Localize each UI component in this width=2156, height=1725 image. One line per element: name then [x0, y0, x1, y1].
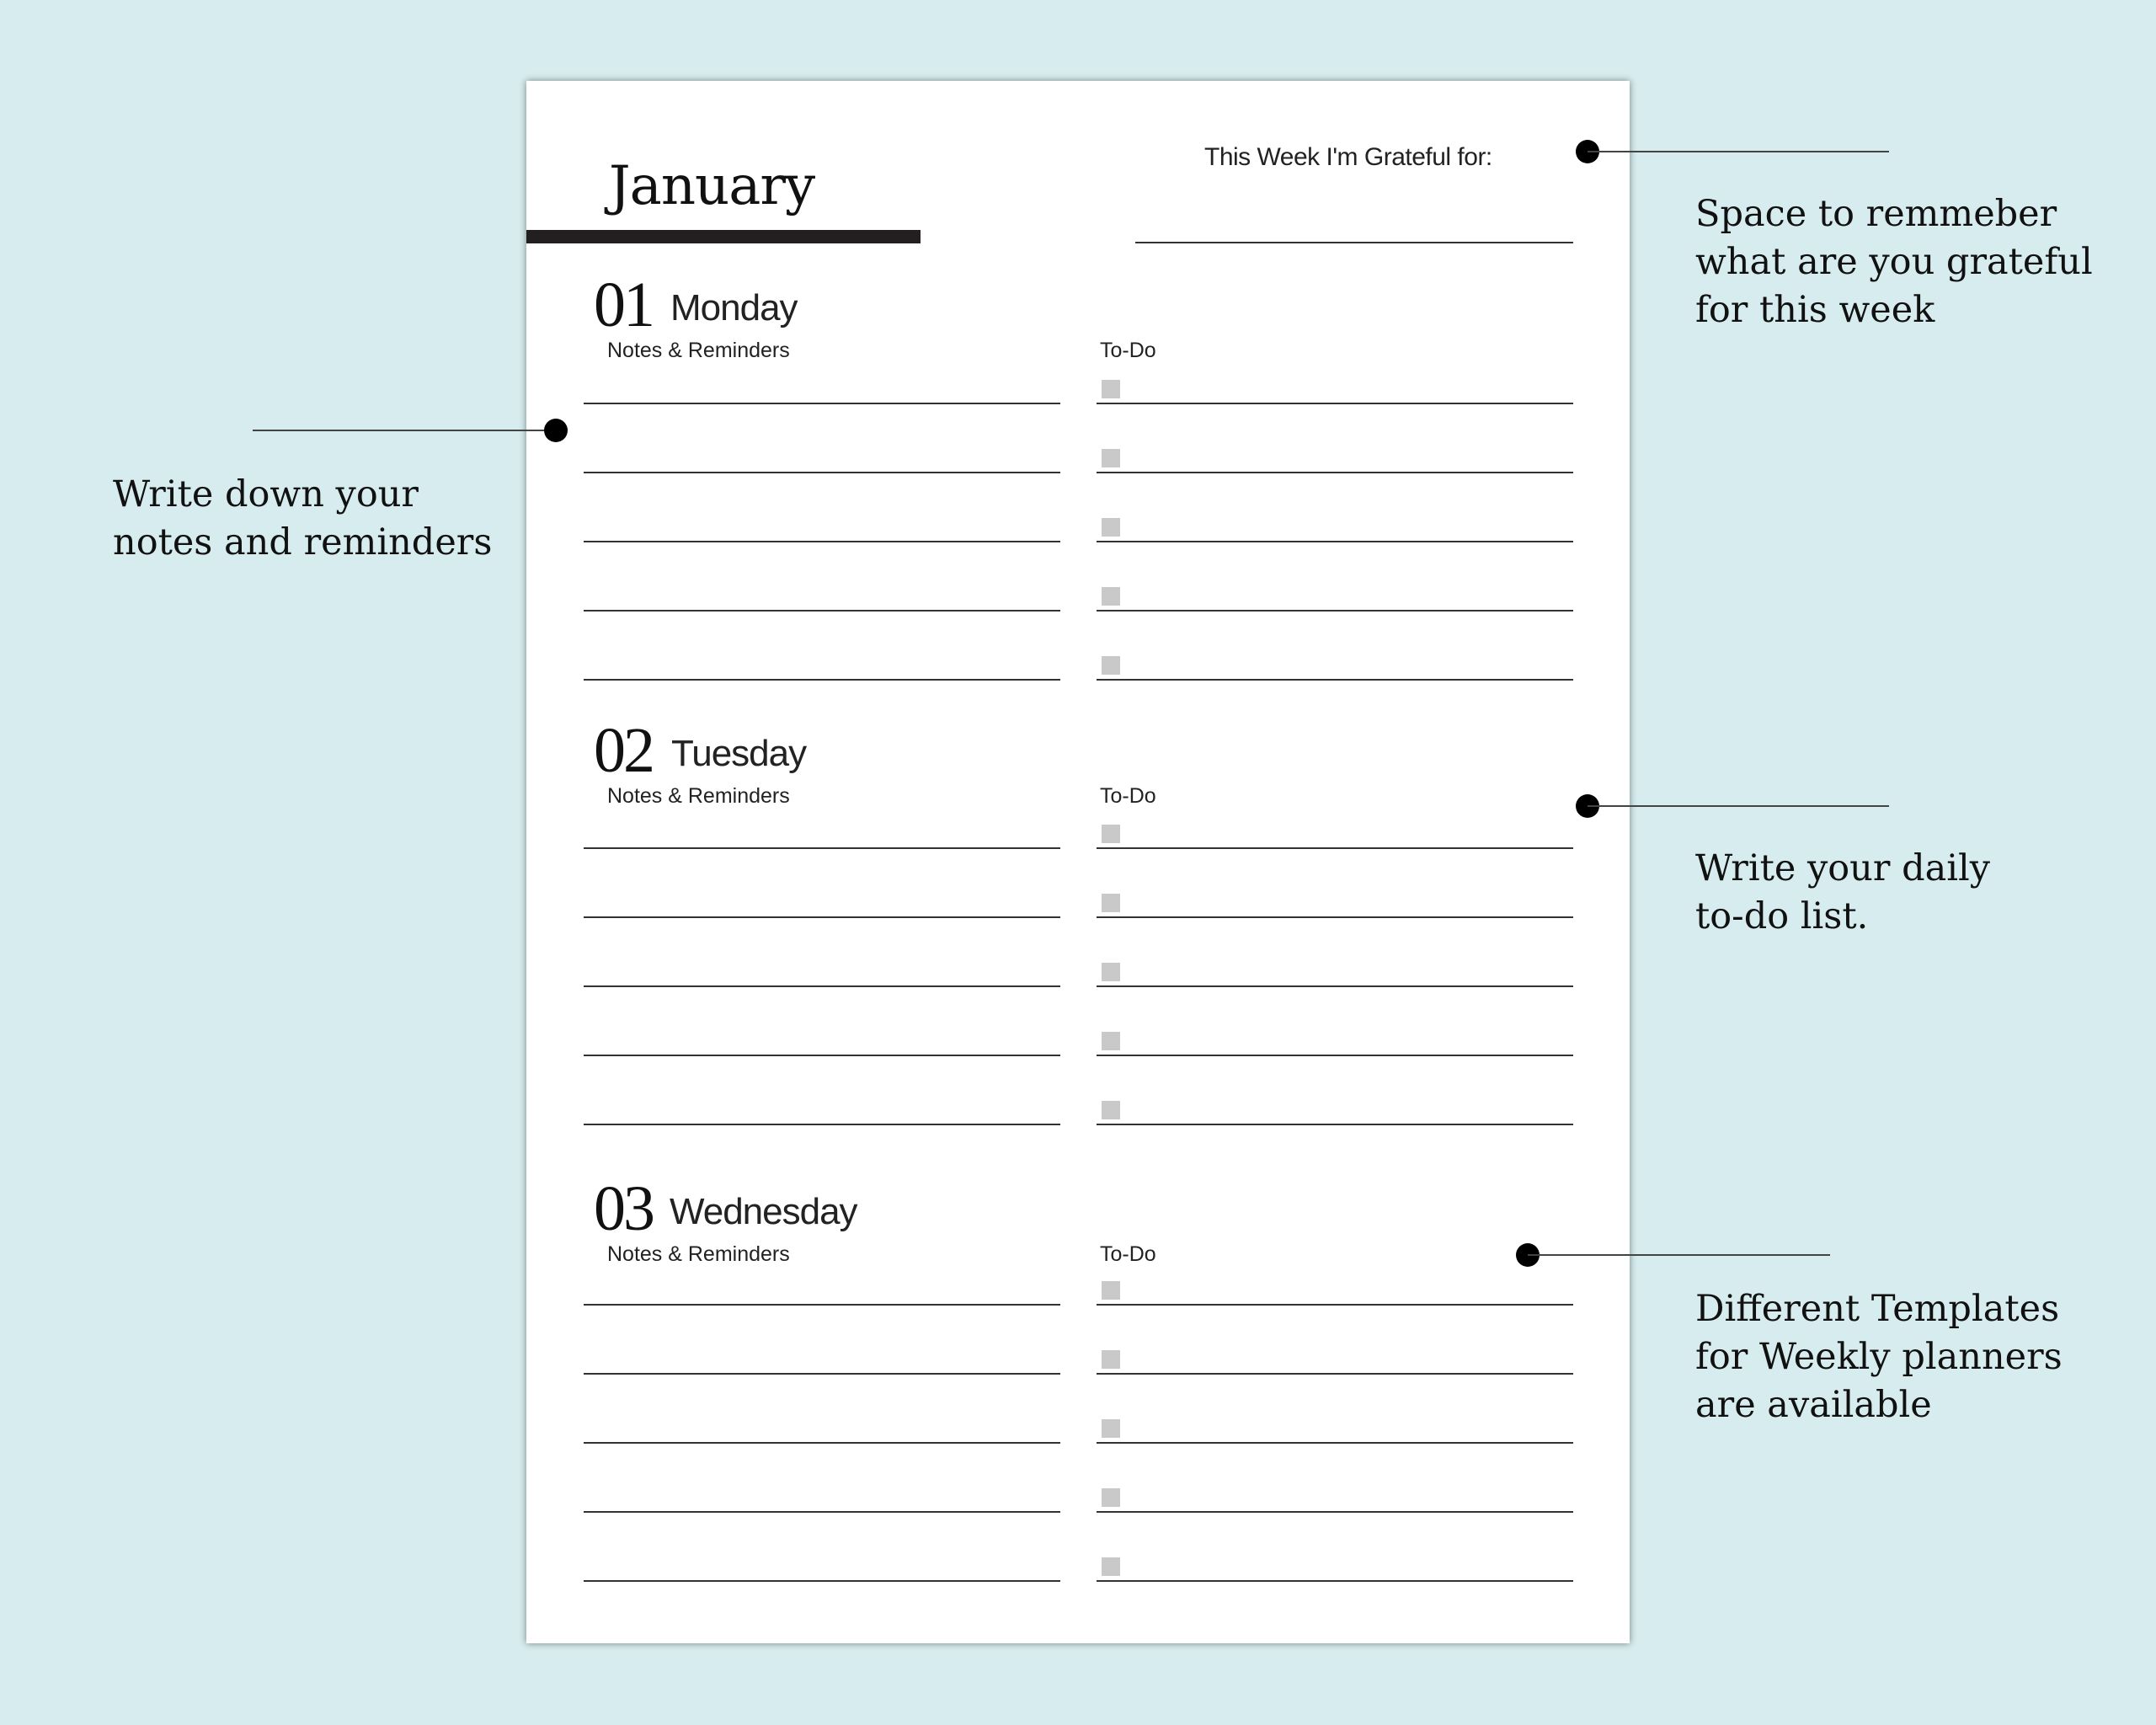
- todo-checkbox[interactable]: [1102, 825, 1120, 843]
- notes-line[interactable]: [584, 916, 1060, 918]
- todo-line[interactable]: [1097, 679, 1573, 681]
- day-number: 02: [594, 715, 653, 786]
- callout-line: are available: [1695, 1384, 1932, 1426]
- day-name: Tuesday: [671, 733, 807, 774]
- notes-label: Notes & Reminders: [607, 784, 790, 808]
- callout-line: notes and reminders: [113, 521, 493, 563]
- todo-checkbox[interactable]: [1102, 587, 1120, 606]
- notes-line[interactable]: [584, 1511, 1060, 1513]
- callout-line: Space to remmeber: [1695, 193, 2057, 235]
- todo-line[interactable]: [1097, 610, 1573, 611]
- notes-line[interactable]: [584, 1373, 1060, 1375]
- notes-line[interactable]: [584, 610, 1060, 611]
- todo-checkbox[interactable]: [1102, 380, 1120, 398]
- month-title: January: [609, 155, 815, 217]
- callout-leader-todo: [1588, 805, 1889, 807]
- callout-line: Write your daily: [1695, 847, 1991, 889]
- todo-line[interactable]: [1097, 472, 1573, 473]
- todo-checkbox[interactable]: [1102, 1101, 1120, 1119]
- todo-line[interactable]: [1097, 1055, 1573, 1056]
- day-number: 03: [594, 1173, 653, 1244]
- day-block-monday: [526, 270, 1630, 711]
- notes-line[interactable]: [584, 472, 1060, 473]
- day-block-tuesday: [526, 715, 1630, 1156]
- todo-line[interactable]: [1097, 847, 1573, 849]
- todo-checkbox[interactable]: [1102, 1281, 1120, 1300]
- callout-templates: [1695, 1285, 2063, 1429]
- callout-leader-notes: [253, 430, 556, 431]
- callout-line: Different Templates: [1695, 1288, 2060, 1330]
- notes-line[interactable]: [584, 679, 1060, 681]
- todo-line[interactable]: [1097, 985, 1573, 987]
- notes-line[interactable]: [584, 541, 1060, 542]
- todo-checkbox[interactable]: [1102, 1488, 1120, 1507]
- month-underline-bar: [526, 230, 921, 243]
- todo-checkbox[interactable]: [1102, 518, 1120, 537]
- todo-label: To-Do: [1100, 784, 1156, 808]
- notes-line[interactable]: [584, 985, 1060, 987]
- notes-label: Notes & Reminders: [607, 339, 790, 362]
- callout-todo: [1695, 845, 1990, 941]
- todo-checkbox[interactable]: [1102, 449, 1120, 467]
- todo-label: To-Do: [1100, 1242, 1156, 1266]
- callout-grateful: [1695, 190, 2093, 334]
- callout-line: to-do list.: [1695, 895, 1869, 937]
- callout-line: for Weekly planners: [1695, 1336, 2063, 1378]
- todo-line[interactable]: [1097, 403, 1573, 404]
- todo-line[interactable]: [1097, 541, 1573, 542]
- notes-line[interactable]: [584, 847, 1060, 849]
- notes-line[interactable]: [584, 1304, 1060, 1306]
- day-block-wednesday: [526, 1173, 1630, 1615]
- callout-dot-notes: [544, 419, 568, 442]
- grateful-writing-line[interactable]: [1135, 242, 1573, 243]
- todo-checkbox[interactable]: [1102, 963, 1120, 981]
- day-name: Monday: [670, 287, 798, 328]
- todo-checkbox[interactable]: [1102, 1419, 1120, 1438]
- grateful-label: This Week I'm Grateful for:: [1204, 143, 1492, 171]
- notes-line[interactable]: [584, 1442, 1060, 1444]
- todo-label: To-Do: [1100, 339, 1156, 362]
- planner-page: [526, 81, 1630, 1643]
- todo-checkbox[interactable]: [1102, 656, 1120, 675]
- todo-line[interactable]: [1097, 916, 1573, 918]
- callout-line: what are you grateful: [1695, 241, 2093, 283]
- todo-line[interactable]: [1097, 1511, 1573, 1513]
- notes-line[interactable]: [584, 403, 1060, 404]
- notes-line[interactable]: [584, 1124, 1060, 1125]
- day-name: Wednesday: [670, 1191, 857, 1232]
- callout-notes: [113, 471, 492, 567]
- todo-checkbox[interactable]: [1102, 894, 1120, 912]
- callout-line: Write down your: [113, 473, 419, 515]
- callout-line: for this week: [1695, 289, 1935, 331]
- callout-leader-templates: [1528, 1254, 1830, 1256]
- callout-leader-grateful: [1588, 151, 1889, 152]
- notes-line[interactable]: [584, 1055, 1060, 1056]
- todo-checkbox[interactable]: [1102, 1032, 1120, 1050]
- todo-line[interactable]: [1097, 1580, 1573, 1582]
- todo-checkbox[interactable]: [1102, 1350, 1120, 1369]
- todo-line[interactable]: [1097, 1124, 1573, 1125]
- todo-checkbox[interactable]: [1102, 1557, 1120, 1576]
- todo-line[interactable]: [1097, 1304, 1573, 1306]
- todo-line[interactable]: [1097, 1442, 1573, 1444]
- notes-label: Notes & Reminders: [607, 1242, 790, 1266]
- todo-line[interactable]: [1097, 1373, 1573, 1375]
- day-number: 01: [594, 270, 653, 340]
- notes-line[interactable]: [584, 1580, 1060, 1582]
